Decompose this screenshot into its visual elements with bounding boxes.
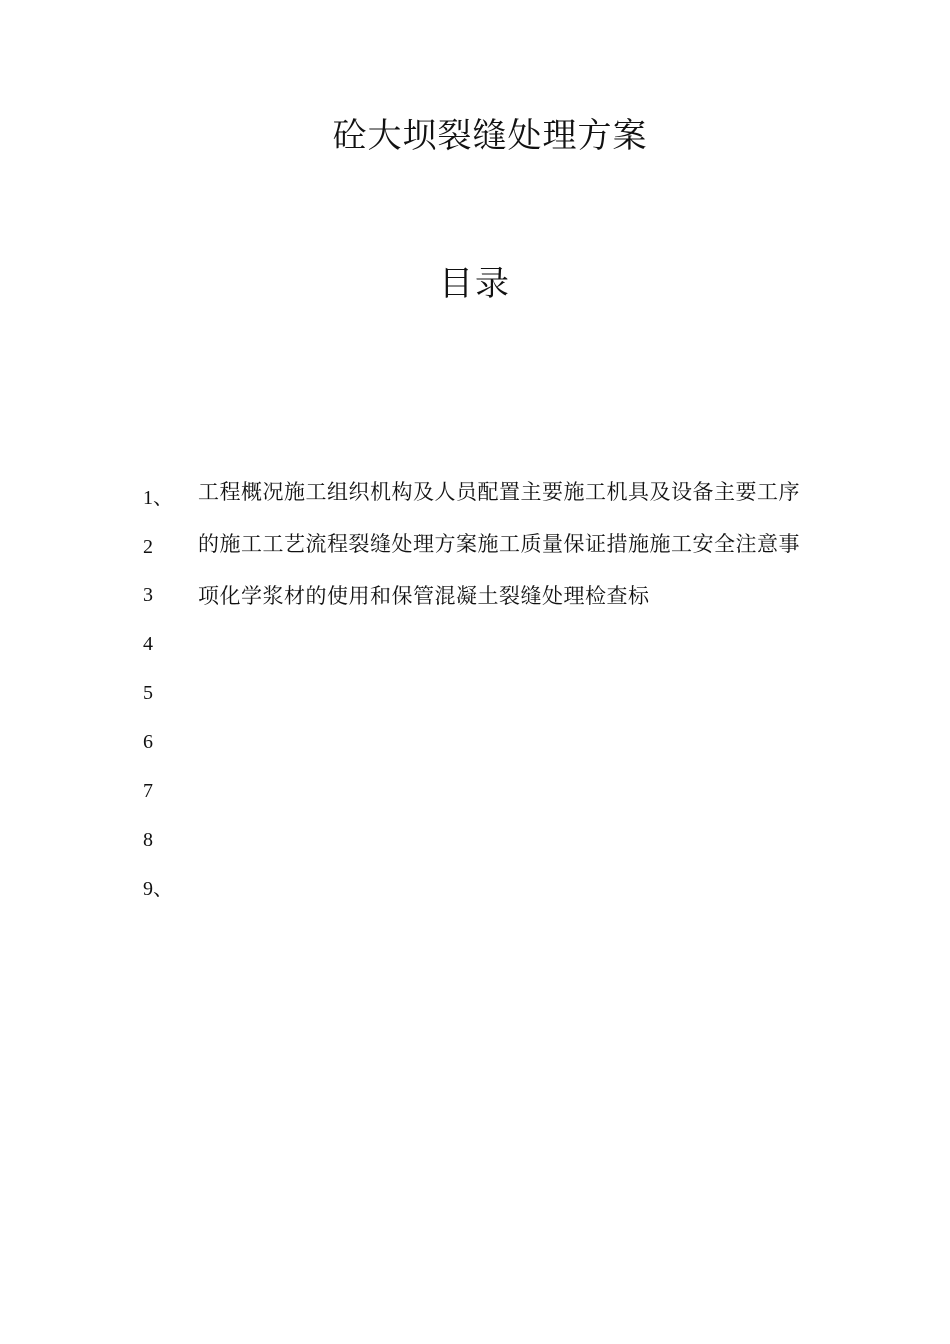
toc-number: 9、 xyxy=(143,878,173,900)
toc-number: 4 xyxy=(143,633,153,655)
toc-heading: 目录 xyxy=(439,264,511,304)
toc-number: 5 xyxy=(143,682,153,704)
toc-number: 1、 xyxy=(143,487,173,509)
toc-number: 2 xyxy=(143,536,153,558)
toc-number: 7 xyxy=(143,780,153,802)
toc-number: 3 xyxy=(143,584,153,606)
toc-number-list xyxy=(143,484,173,924)
toc-number: 6 xyxy=(143,731,153,753)
toc-entries-text: 工程概况施工组织机构及人员配置主要施工机具及设备主要工序的施工工艺流程裂缝处理方案施工质量保证措施施工安全注意事项化学浆材的使用和保管混凝土裂缝处理检查标 xyxy=(198,480,800,608)
document-title: 砼大坝裂缝处理方案 xyxy=(332,116,648,156)
toc-number: 8 xyxy=(143,829,153,851)
